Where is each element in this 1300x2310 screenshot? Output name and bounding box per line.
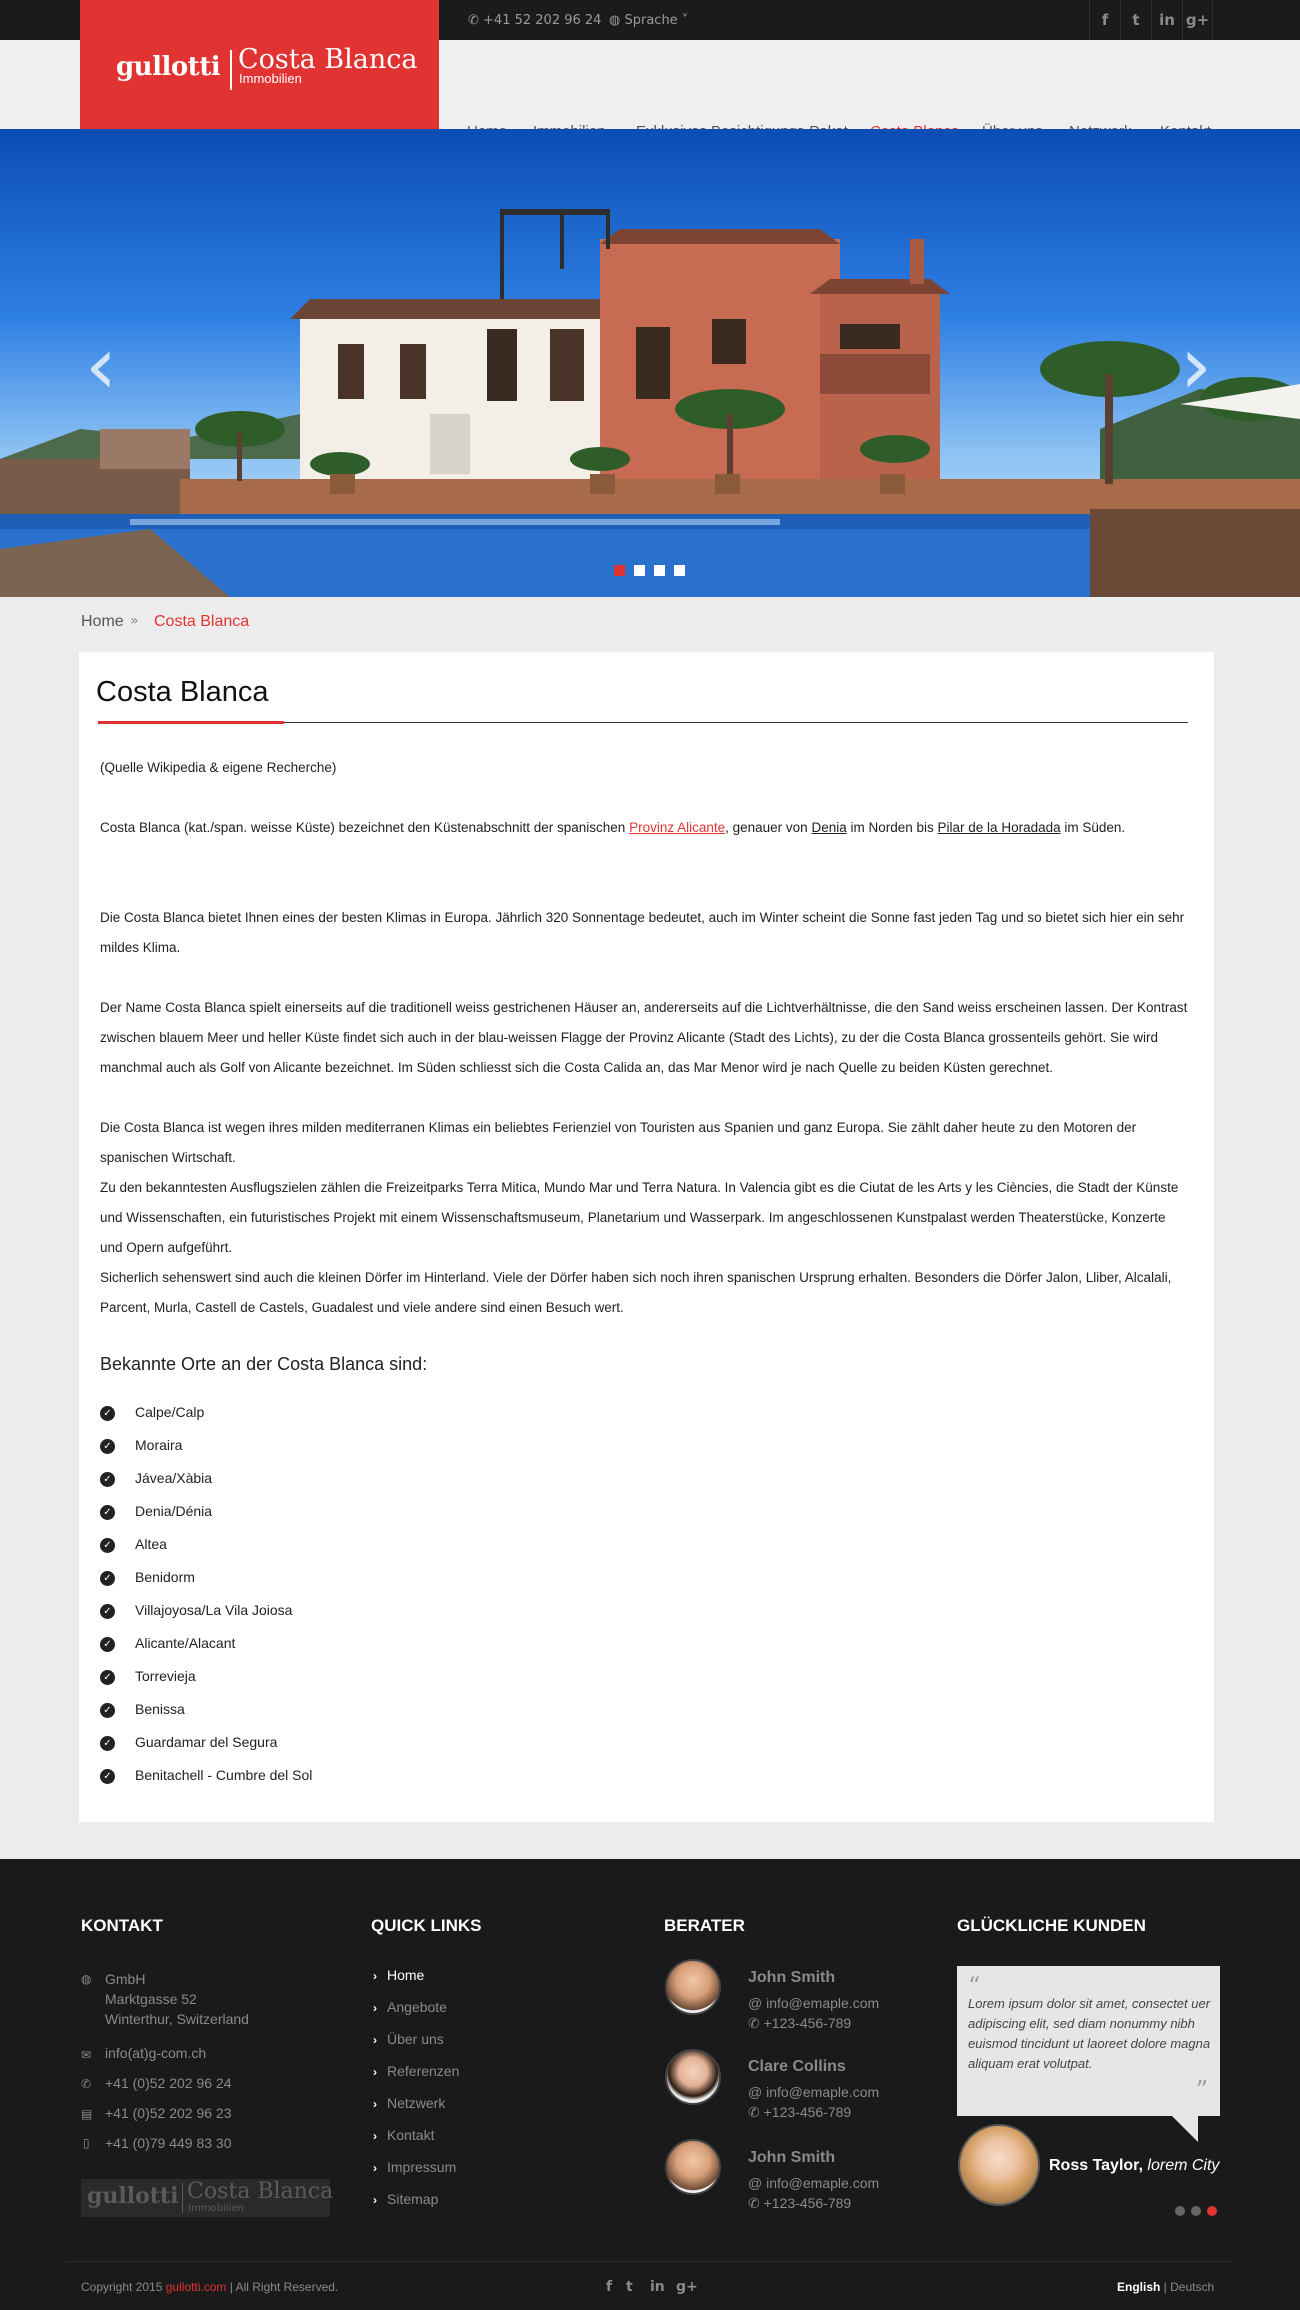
check-circle-icon: ✓ — [100, 1604, 115, 1619]
footer-mobile: +41 (0)79 449 83 30 — [105, 2135, 232, 2151]
content-card — [79, 652, 1214, 1822]
chevron-right-icon: › — [373, 2001, 377, 2015]
attractions-paragraph: Zu den bekanntesten Ausflugszielen zählen die Freizeitparks Terra Mitica, Mundo Mar und Terra Natura. In Valencia gibt es die Ciutat de les Arts y les Ciències, die Stadt der Künste und Wissenschaften, ein futuristisches Projekt mit einem Wissenschaftsmuseum, Planetarium und Wasserpark. Im angeschlossenen Kunstpalast werden Theaterstücke, Konzerte und Opern aufgeführt. — [100, 1180, 1179, 1255]
slider-dot-4[interactable] — [674, 565, 685, 576]
quicklink-kontakt[interactable]: › Kontakt — [373, 2127, 435, 2143]
globe-icon: ◍ — [609, 13, 625, 28]
twitter-icon[interactable]: t — [626, 2279, 633, 2295]
chevron-right-icon: › — [373, 2033, 377, 2047]
at-icon: @ — [748, 2084, 767, 2100]
footer-kunden-heading: GLÜCKLICHE KUNDEN — [957, 1916, 1146, 1935]
check-circle-icon: ✓ — [100, 1439, 115, 1454]
intro-paragraph: Costa Blanca (kat./span. weisse Küste) bezeichnet den Küstenabschnitt der spanischen Provinz Alicante, genauer von Denia im Norden bis Pilar de la Horadada im Süden. — [100, 820, 1126, 835]
googleplus-icon[interactable]: g+ — [1182, 0, 1213, 40]
phone-icon: ✆ — [748, 2015, 764, 2031]
logo-brand: gullotti — [116, 52, 221, 82]
phone-icon: ✆ — [81, 2077, 92, 2091]
title-accent-bar — [98, 721, 284, 724]
link-pilar-de-la-horadada[interactable]: Pilar de la Horadada — [937, 820, 1061, 835]
list-item: ✓ Altea — [100, 1536, 167, 1553]
footer-berater-heading: BERATER — [664, 1916, 745, 1935]
check-circle-icon: ✓ — [100, 1571, 115, 1586]
testimonial-dot-1[interactable] — [1175, 2206, 1185, 2216]
breadcrumb-separator-icon: » — [130, 613, 139, 629]
berater-name: Clare Collins — [748, 2058, 846, 2075]
list-item: ✓ Denia/Dénia — [100, 1503, 212, 1520]
googleplus-icon[interactable]: g+ — [676, 2279, 698, 2295]
quicklink-netzwerk[interactable]: › Netzwerk — [373, 2095, 446, 2111]
footer-logo[interactable]: gullotti Costa Blanca Immobilien — [81, 2179, 330, 2217]
quote-open-icon: “ — [968, 1972, 981, 2000]
slider-dot-3[interactable] — [654, 565, 665, 576]
name-paragraph: Der Name Costa Blanca spielt einerseits auf die traditionell weiss gestrichenen Häuser an, andererseits auf die Lichtverhältnisse, die den Sand weiss erscheinen lassen. Der Kontrast zwischen blauem Meer und heller Küste findet sich auch in der blau-weissen Flagge der Provinz Alicante (Stadt des Lichts), zu der die Costa Blanca grossenteils gehört. Sie wird manchmal auch als Golf von Alicante bezeichnet. Im Süden schliesst sich die Costa Calida an, das Mar Menor wird je nach Quelle zu beiden Küsten gerechnet. — [100, 1000, 1188, 1075]
footer-language-switch: English | Deutsch — [1117, 2280, 1215, 2294]
climate-paragraph: Die Costa Blanca bietet Ihnen eines der besten Klimas in Europa. Jährlich 320 Sonnentage bedeutet, auch im Winter scheint die Sonne fast jeden Tag und so bietet sich hier ein sehr mildes Klima. — [100, 910, 1185, 955]
quote-tail — [1172, 2116, 1198, 2142]
avatar — [665, 2139, 721, 2195]
page-title: Costa Blanca — [96, 676, 269, 708]
berater-email[interactable]: @ info@emaple.com — [748, 2175, 880, 2191]
footer-company: GmbH — [105, 1971, 146, 1987]
chevron-right-icon: › — [373, 2097, 377, 2111]
phone-icon: ✆ — [468, 13, 484, 28]
link-denia[interactable]: Denia — [811, 820, 847, 835]
hero-image — [0, 129, 1300, 597]
quicklink-ueber-uns[interactable]: › Über uns — [373, 2031, 444, 2047]
footer-quicklinks-heading: QUICK LINKS — [371, 1916, 482, 1935]
avatar — [665, 2049, 721, 2105]
footer-phone: +41 (0)52 202 96 24 — [105, 2075, 232, 2091]
list-item: ✓ Villajoyosa/La Vila Joiosa — [100, 1602, 292, 1619]
envelope-icon: ✉ — [81, 2048, 92, 2062]
footer-street: Marktgasse 52 — [105, 1991, 197, 2007]
linkedin-icon[interactable]: in — [650, 2279, 665, 2295]
avatar — [958, 2124, 1040, 2206]
quote-close-icon: ” — [1195, 2076, 1208, 2104]
copyright-link[interactable]: gullotti.com — [165, 2280, 227, 2294]
language-selector[interactable]: ◍ Sprache ˅ — [609, 13, 689, 28]
phone-icon: ✆ — [748, 2104, 764, 2120]
slider-next-arrow[interactable]: › — [1180, 319, 1212, 412]
quicklink-angebote[interactable]: › Angebote — [373, 1999, 447, 2015]
logo-sub: Immobilien — [239, 71, 302, 86]
chevron-right-icon: › — [373, 2161, 377, 2175]
linkedin-icon[interactable]: in — [1151, 0, 1182, 40]
testimonial-dot-3[interactable] — [1207, 2206, 1217, 2216]
avatar — [665, 1959, 721, 2015]
check-circle-icon: ✓ — [100, 1538, 115, 1553]
berater-name: John Smith — [748, 1969, 836, 1986]
testimonial-quote — [957, 1966, 1220, 2116]
berater-phone: ✆ +123-456-789 — [748, 2015, 852, 2031]
footer-divider — [65, 2261, 1235, 2262]
phone-icon: ✆ — [748, 2195, 764, 2211]
chevron-down-icon: ˅ — [677, 13, 689, 28]
check-circle-icon: ✓ — [100, 1769, 115, 1784]
check-circle-icon: ✓ — [100, 1406, 115, 1421]
check-circle-icon: ✓ — [100, 1736, 115, 1751]
footer-kontakt-heading: KONTAKT — [81, 1916, 163, 1935]
testimonial-text: Lorem ipsum dolor sit amet, consectet uer adipiscing elit, sed diam nonummy nibh euismod tincidunt ut laoreet dolore magna aliquam erat volutpat. — [968, 1996, 1211, 2071]
fax-icon: ▤ — [81, 2107, 93, 2121]
quicklink-home[interactable]: › Home — [373, 1967, 425, 1983]
berater-phone: ✆ +123-456-789 — [748, 2104, 852, 2120]
list-item: ✓ Jávea/Xàbia — [100, 1470, 212, 1487]
list-item: ✓ Benissa — [100, 1701, 185, 1718]
list-item: ✓ Alicante/Alacant — [100, 1635, 235, 1652]
tourism-paragraph: Die Costa Blanca ist wegen ihres milden mediterranen Klimas ein beliebtes Ferienziel von Touristen aus Spanien und ganz Europa. Sie zählt daher heute zu den Motoren der spanischen Wirtschaft. — [100, 1120, 1137, 1165]
chevron-right-icon: › — [373, 2193, 377, 2207]
facebook-icon[interactable]: f — [1089, 0, 1120, 40]
chevron-right-icon: › — [373, 1969, 377, 1983]
quicklink-impressum[interactable]: › Impressum — [373, 2159, 457, 2175]
list-item: ✓ Guardamar del Segura — [100, 1734, 277, 1751]
check-circle-icon: ✓ — [100, 1637, 115, 1652]
lang-english[interactable]: English — [1117, 2280, 1161, 2294]
lang-deutsch[interactable]: Deutsch — [1170, 2280, 1215, 2294]
testimonial-dot-2[interactable] — [1191, 2206, 1201, 2216]
mobile-icon: ▯ — [83, 2136, 90, 2150]
list-item: ✓ Benitachell - Cumbre del Sol — [100, 1767, 312, 1784]
footer-fax: +41 (0)52 202 96 23 — [105, 2105, 232, 2121]
testimonial-author: Ross Taylor, lorem City — [1049, 2157, 1220, 2174]
breadcrumb-home[interactable]: Home — [81, 613, 124, 630]
site-logo[interactable] — [80, 0, 439, 129]
check-circle-icon: ✓ — [100, 1703, 115, 1718]
footer-email[interactable]: info(at)g-com.ch — [105, 2045, 207, 2061]
villages-paragraph: Sicherlich sehenswert sind auch die kleinen Dörfer im Hinterland. Viele der Dörfer haben sich noch ihren spanischen Ursprung erhalten. Besonders die Dörfer Jalon, Lliber, Alcalali, Parcent, Murla, Castell de Castels, Guadalest und viele andere sind einen Besuch wert. — [100, 1270, 1172, 1315]
list-item: ✓ Torrevieja — [100, 1668, 196, 1685]
slider-dot-1[interactable] — [614, 565, 625, 576]
berater-email[interactable]: @ info@emaple.com — [748, 1995, 880, 2011]
link-provinz-alicante[interactable]: Provinz Alicante — [629, 820, 726, 835]
hero-slider — [0, 129, 1300, 597]
berater-email[interactable]: @ info@emaple.com — [748, 2084, 880, 2100]
quicklink-sitemap[interactable]: › Sitemap — [373, 2191, 439, 2207]
footer — [0, 1859, 1300, 2310]
facebook-icon[interactable]: f — [606, 2279, 613, 2295]
chevron-right-icon: › — [373, 2129, 377, 2143]
slider-prev-arrow[interactable]: ‹ — [85, 319, 117, 412]
globe-icon: ◍ — [81, 1972, 92, 1986]
copyright: Copyright 2015 gullotti.com | All Right Reserved. — [81, 2280, 339, 2294]
slider-dot-2[interactable] — [634, 565, 645, 576]
breadcrumb-current: Costa Blanca — [154, 613, 250, 630]
list-item: ✓ Benidorm — [100, 1569, 195, 1586]
logo-divider — [230, 50, 232, 90]
twitter-icon[interactable]: t — [1120, 0, 1151, 40]
list-item: ✓ Calpe/Calp — [100, 1404, 204, 1421]
logo-name: Costa Blanca — [238, 44, 418, 75]
source-note: (Quelle Wikipedia & eigene Recherche) — [100, 760, 337, 775]
footer-city: Winterthur, Switzerland — [105, 2011, 249, 2027]
at-icon: @ — [748, 2175, 767, 2191]
check-circle-icon: ✓ — [100, 1472, 115, 1487]
check-circle-icon: ✓ — [100, 1670, 115, 1685]
list-item: ✓ Moraira — [100, 1437, 182, 1454]
berater-name: John Smith — [748, 2149, 836, 2166]
places-heading: Bekannte Orte an der Costa Blanca sind: — [100, 1354, 428, 1374]
at-icon: @ — [748, 1995, 767, 2011]
chevron-right-icon: › — [373, 2065, 377, 2079]
topbar-phone[interactable]: ✆ +41 52 202 96 24 — [468, 13, 602, 28]
check-circle-icon: ✓ — [100, 1505, 115, 1520]
quicklink-referenzen[interactable]: › Referenzen — [373, 2063, 460, 2079]
berater-phone: ✆ +123-456-789 — [748, 2195, 852, 2211]
